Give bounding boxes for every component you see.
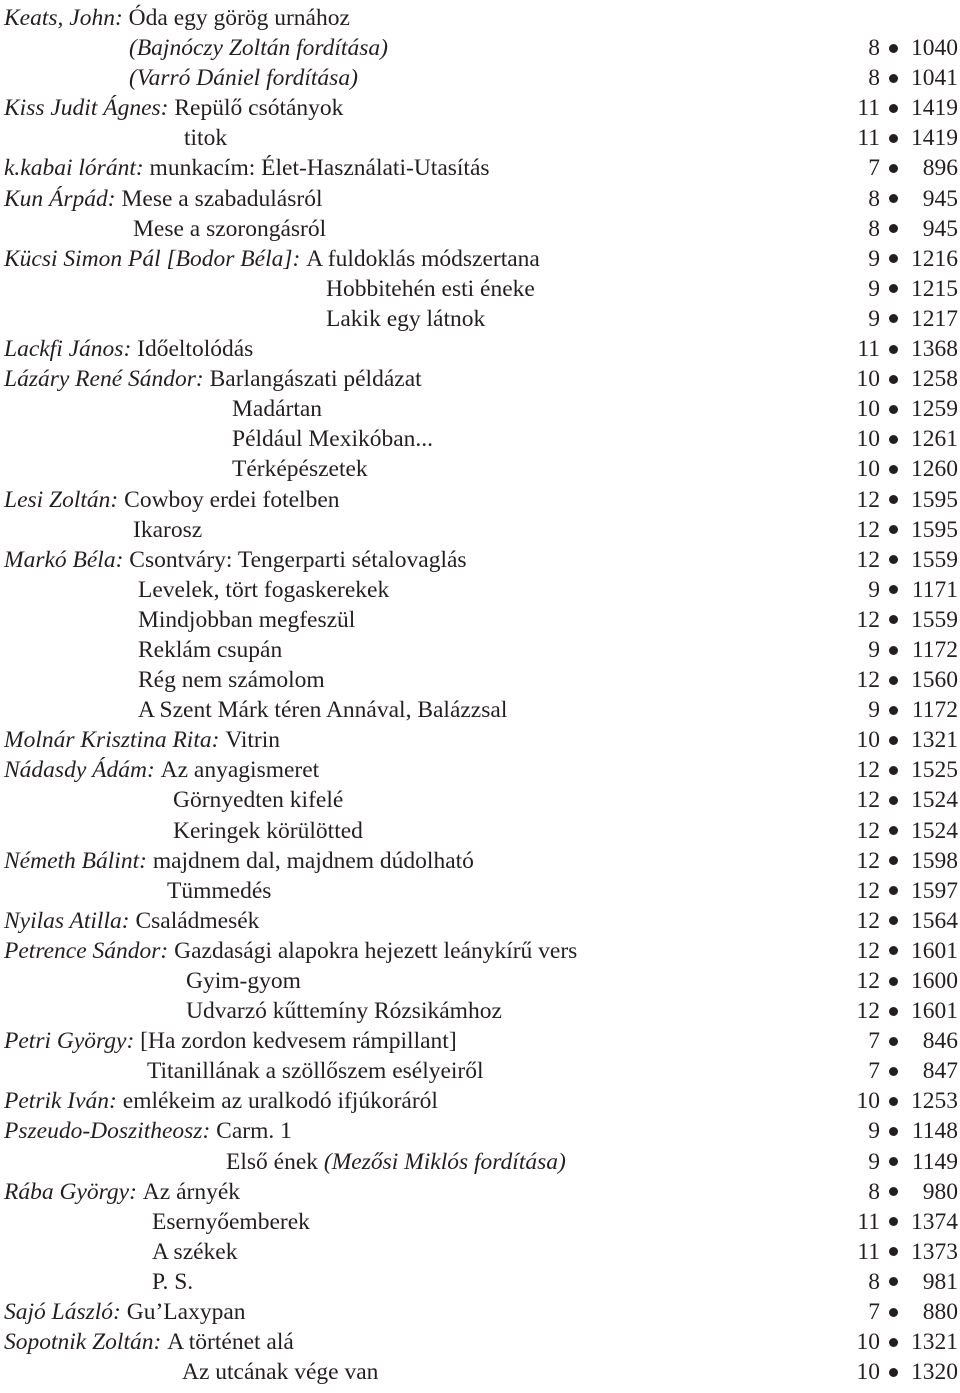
bullet-icon (889, 1247, 898, 1256)
entry-title: Tümmedés (167, 877, 272, 904)
entry-author: Kun Árpád: (4, 185, 122, 212)
index-entry (4, 966, 958, 996)
entry-page: 1560 (911, 667, 958, 694)
entry-author: Sopotnik Zoltán: (4, 1329, 168, 1356)
entry-issue: 10 (856, 1088, 880, 1115)
entry-title: Mese a szabadulásról (121, 185, 323, 212)
entry-page: 1148 (911, 1118, 958, 1145)
entry-page: 945 (922, 185, 958, 212)
entry-page: 1601 (911, 937, 958, 964)
bullet-icon (889, 435, 898, 444)
index-entry (4, 93, 958, 123)
bullet-icon (889, 1217, 898, 1226)
entry-page: 1260 (911, 456, 958, 483)
entry-title: Görnyedten kifelé (173, 787, 344, 814)
entry-issue: 12 (856, 877, 880, 904)
bullet-icon (889, 977, 898, 986)
entry-title: Carm. 1 (216, 1118, 292, 1145)
entry-title: Vitrin (225, 727, 281, 754)
entry-issue: 9 (868, 1118, 880, 1145)
entry-reference (840, 635, 958, 665)
entry-author: Petrik Iván: (4, 1088, 123, 1115)
entry-reference (840, 304, 958, 334)
bullet-icon (889, 1338, 898, 1347)
index-entry (4, 755, 958, 785)
index-entry (4, 1297, 958, 1327)
index-entry (4, 515, 958, 545)
entry-reference (840, 1267, 958, 1297)
entry-author: Kiss Judit Ágnes: (4, 95, 175, 122)
entry-issue: 8 (868, 35, 880, 62)
entry-title: Rég nem számolom (138, 667, 325, 694)
entry-reference (840, 424, 958, 454)
entry-reference (840, 876, 958, 906)
entry-title: Első ének (226, 1148, 324, 1175)
entry-title: Titanillának a szöllőszem esélyeiről (147, 1058, 484, 1085)
entry-reference (840, 665, 958, 695)
entry-issue: 11 (857, 1208, 880, 1235)
entry-author: Lackfi János: (4, 336, 138, 363)
entry-reference (840, 785, 958, 815)
index-entry (4, 1056, 958, 1086)
bullet-icon (889, 1097, 898, 1106)
entry-page: 1321 (911, 727, 958, 754)
entry-title: Az árnyék (142, 1178, 241, 1205)
entry-title-suffix: (Mezősi Miklós fordítása) (323, 1148, 566, 1175)
entry-page: 1564 (911, 907, 958, 934)
entry-page: 1215 (911, 275, 958, 302)
bullet-icon (889, 104, 898, 113)
entry-page: 1040 (911, 35, 958, 62)
index-entry (4, 906, 958, 936)
entry-issue: 11 (857, 1238, 880, 1265)
entry-page: 846 (922, 1028, 958, 1055)
entry-reference (840, 515, 958, 545)
entry-title: Keringek körülötted (173, 817, 363, 844)
bullet-icon (889, 224, 898, 233)
index-entry (4, 123, 958, 153)
entry-reference (840, 1086, 958, 1116)
bullet-icon (889, 946, 898, 955)
bullet-icon (889, 1127, 898, 1136)
entry-page: 1373 (911, 1238, 958, 1265)
entry-issue: 12 (856, 486, 880, 513)
entry-author: k.kabai lóránt: (4, 155, 150, 182)
entry-issue: 11 (857, 95, 880, 122)
bullet-icon (889, 134, 898, 143)
index-entry (4, 996, 958, 1026)
entry-page: 945 (922, 215, 958, 242)
index-entry (4, 485, 958, 515)
index-entry (4, 1327, 958, 1357)
entry-title: Családmesék (135, 907, 260, 934)
entry-reference (840, 575, 958, 605)
entry-title: Térképészetek (232, 456, 368, 483)
entry-title: A történet alá (167, 1329, 294, 1356)
index-entry (4, 665, 958, 695)
entry-page: 847 (922, 1058, 958, 1085)
entry-page: 1321 (911, 1329, 958, 1356)
bullet-icon (889, 164, 898, 173)
entry-issue: 12 (856, 787, 880, 814)
entry-page: 1524 (911, 817, 958, 844)
entry-issue: 10 (856, 727, 880, 754)
entry-title: titok (184, 125, 228, 152)
entry-issue: 9 (868, 576, 880, 603)
entry-issue: 9 (868, 245, 880, 272)
entry-title: emlékeim az uralkodó ifjúkoráról (122, 1088, 438, 1115)
entry-reference (840, 244, 958, 274)
entry-issue: 8 (868, 1178, 880, 1205)
entry-reference (840, 93, 958, 123)
index-entry (4, 394, 958, 424)
entry-issue: 12 (856, 998, 880, 1025)
index-entry (4, 1026, 958, 1056)
index-entry (4, 575, 958, 605)
index-entry (4, 364, 958, 394)
entry-title: Esernyőemberek (152, 1208, 310, 1235)
entry-title: Barlangászati példázat (209, 366, 422, 393)
index-entry (4, 334, 958, 364)
entry-title: Cowboy erdei fotelben (124, 486, 340, 513)
entry-issue: 12 (856, 757, 880, 784)
entry-title: Csontváry: Tengerparti sétalovaglás (129, 546, 467, 573)
entry-page: 1601 (911, 998, 958, 1025)
entry-reference (840, 485, 958, 515)
entry-title: Udvarzó kűttemíny Rózsikámhoz (186, 998, 502, 1025)
entry-page: 980 (922, 1178, 958, 1205)
entry-issue: 11 (857, 336, 880, 363)
index-entry (4, 424, 958, 454)
index-entry (4, 184, 958, 214)
bullet-icon (889, 254, 898, 263)
index-entry (4, 3, 958, 33)
entry-reference (840, 394, 958, 424)
index-entry (4, 153, 958, 183)
entry-reference (840, 906, 958, 936)
bullet-icon (889, 706, 898, 715)
entry-reference (840, 123, 958, 153)
entry-title: Mindjobban megfeszül (138, 606, 356, 633)
entry-page: 1172 (911, 636, 958, 663)
entry-author: Nádasdy Ádám: (4, 757, 161, 784)
index-entry (4, 274, 958, 304)
bullet-icon (889, 585, 898, 594)
entry-issue: 8 (868, 185, 880, 212)
index-entry (4, 304, 958, 334)
entry-title: Időeltolódás (137, 336, 254, 363)
bullet-icon (889, 345, 898, 354)
entry-title: P. S. (152, 1268, 194, 1295)
bullet-icon (889, 555, 898, 564)
entry-author: Nyilas Atilla: (4, 907, 136, 934)
entry-reference (840, 274, 958, 304)
index-entry (4, 1177, 958, 1207)
entry-author: Petrence Sándor: (4, 937, 175, 964)
entry-issue: 12 (856, 546, 880, 573)
index-entry (4, 1357, 958, 1387)
bullet-icon (889, 916, 898, 925)
entry-issue: 10 (856, 1359, 880, 1386)
entry-author: Molnár Krisztina Rita: (4, 727, 226, 754)
entry-title: Az utcának vége van (182, 1359, 379, 1386)
bullet-icon (889, 826, 898, 835)
entry-reference (840, 33, 958, 63)
entry-author: Rába György: (4, 1178, 143, 1205)
entry-issue: 11 (857, 125, 880, 152)
entry-reference (840, 454, 958, 484)
entry-issue: 7 (868, 1028, 880, 1055)
bullet-icon (889, 1308, 898, 1317)
entry-title: Reklám csupán (138, 636, 283, 663)
index-entry (4, 244, 958, 274)
bullet-icon (889, 796, 898, 805)
entry-reference (840, 725, 958, 755)
entry-reference (840, 1177, 958, 1207)
entry-issue: 10 (856, 426, 880, 453)
bullet-icon (889, 495, 898, 504)
index-entry (4, 1116, 958, 1146)
entry-page: 1253 (911, 1088, 958, 1115)
entry-reference (840, 334, 958, 364)
entry-reference (840, 846, 958, 876)
entry-title: majdnem dal, majdnem dúdolható (152, 847, 474, 874)
entry-title: munkacím: Élet-Használati-Utasítás (149, 155, 490, 182)
bullet-icon (889, 1277, 898, 1286)
index-entry (4, 936, 958, 966)
entry-title: [Ha zordon kedvesem rámpillant] (140, 1028, 457, 1055)
bullet-icon (889, 615, 898, 624)
entry-title: Madártan (232, 396, 323, 423)
entry-title: Hobbitehén esti éneke (326, 275, 535, 302)
bullet-icon (889, 766, 898, 775)
entry-reference (840, 996, 958, 1026)
entry-page: 1419 (911, 125, 958, 152)
entry-page: 1261 (911, 426, 958, 453)
entry-issue: 8 (868, 1268, 880, 1295)
entry-page: 1559 (911, 546, 958, 573)
bullet-icon (889, 676, 898, 685)
entry-reference (840, 184, 958, 214)
entry-reference (840, 1026, 958, 1056)
entry-author: Keats, John: (4, 5, 129, 31)
entry-page: 1374 (911, 1208, 958, 1235)
entry-issue: 12 (856, 968, 880, 994)
entry-page: 1600 (911, 968, 958, 994)
entry-issue: 10 (856, 456, 880, 483)
entry-issue: 12 (856, 667, 880, 694)
bullet-icon (889, 314, 898, 323)
entry-issue: 9 (868, 636, 880, 663)
entry-title: Gyim-gyom (186, 968, 301, 994)
entry-issue: 12 (856, 907, 880, 934)
bullet-icon (889, 1067, 898, 1076)
index-entry (4, 635, 958, 665)
entry-page: 1559 (911, 606, 958, 633)
index-entry (4, 695, 958, 725)
bullet-icon (889, 44, 898, 53)
index-entry (4, 33, 958, 63)
entry-reference (840, 1357, 958, 1387)
entry-page: 1320 (911, 1359, 958, 1386)
entry-issue: 12 (856, 516, 880, 543)
entry-page: 1259 (911, 396, 958, 423)
entry-author: Sajó László: (4, 1299, 127, 1326)
bullet-icon (889, 194, 898, 203)
entry-issue: 7 (868, 1299, 880, 1326)
entry-author: Kücsi Simon Pál [Bodor Béla]: (4, 245, 307, 272)
entry-issue: 12 (856, 817, 880, 844)
entry-page: 1258 (911, 366, 958, 393)
entry-reference (840, 545, 958, 575)
entry-reference (840, 936, 958, 966)
entry-reference (840, 1327, 958, 1357)
entry-title: (Bajnóczy Zoltán fordítása) (129, 35, 388, 62)
index-entry (4, 454, 958, 484)
entry-title: A székek (152, 1238, 238, 1265)
entry-title: A fuldoklás módszertana (306, 245, 540, 272)
entry-issue: 9 (868, 1148, 880, 1175)
entry-page: 1216 (911, 245, 958, 272)
entry-issue: 12 (856, 847, 880, 874)
entry-reference (840, 1237, 958, 1267)
index-entry (4, 1237, 958, 1267)
entry-author: Petri György: (4, 1028, 141, 1055)
entry-reference (840, 755, 958, 785)
bullet-icon (889, 1368, 898, 1377)
entry-page: 1598 (911, 847, 958, 874)
bullet-icon (889, 1187, 898, 1196)
entry-page: 1595 (911, 516, 958, 543)
entry-page: 981 (922, 1268, 958, 1295)
bullet-icon (889, 74, 898, 83)
entry-page: 1171 (911, 576, 958, 603)
entry-issue: 9 (868, 697, 880, 724)
entry-issue: 8 (868, 65, 880, 92)
entry-title: Az anyagismeret (160, 757, 320, 784)
entry-page: 1595 (911, 486, 958, 513)
entry-page: 1597 (911, 877, 958, 904)
bullet-icon (889, 886, 898, 895)
entry-title: Gazdasági alapokra hejezett leánykírű vers (174, 937, 578, 964)
bullet-icon (889, 405, 898, 414)
entry-page: 1524 (911, 787, 958, 814)
entry-reference (840, 1207, 958, 1237)
entry-page: 880 (922, 1299, 958, 1326)
index-list (4, 3, 958, 1387)
bullet-icon (889, 1157, 898, 1166)
index-entry (4, 214, 958, 244)
entry-issue: 7 (868, 1058, 880, 1085)
index-entry (4, 846, 958, 876)
bullet-icon (889, 525, 898, 534)
entry-reference (840, 816, 958, 846)
entry-title: Lakik egy látnok (326, 305, 486, 332)
entry-title: Ikarosz (133, 516, 203, 543)
entry-reference (840, 695, 958, 725)
index-entry (4, 1086, 958, 1116)
entry-issue: 10 (856, 1329, 880, 1356)
index-entry (4, 605, 958, 635)
index-entry (4, 1267, 958, 1297)
bullet-icon (889, 375, 898, 384)
entry-reference (840, 214, 958, 244)
entry-reference (840, 605, 958, 635)
entry-title: A Szent Márk téren Annával, Balázzsal (138, 697, 508, 724)
entry-reference (840, 364, 958, 394)
index-entry (4, 545, 958, 575)
bullet-icon (889, 646, 898, 655)
entry-title: Gu’Laxypan (126, 1299, 246, 1326)
entry-page: 896 (922, 155, 958, 182)
entry-page: 1525 (911, 757, 958, 784)
entry-reference (840, 1056, 958, 1086)
entry-title: Levelek, tört fogaskerekek (138, 576, 390, 603)
entry-page: 1368 (911, 336, 958, 363)
bullet-icon (889, 465, 898, 474)
entry-issue: 7 (868, 155, 880, 182)
bullet-icon (889, 1037, 898, 1046)
entry-issue: 8 (868, 215, 880, 242)
entry-title: Például Mexikóban... (232, 426, 434, 453)
entry-title: Mese a szorongásról (133, 215, 327, 242)
index-entry (4, 1207, 958, 1237)
entry-page: 1172 (911, 697, 958, 724)
entry-title: (Varró Dániel fordítása) (129, 65, 358, 92)
entry-issue: 12 (856, 937, 880, 964)
entry-title: Óda egy görög urnához (128, 5, 350, 31)
bullet-icon (889, 736, 898, 745)
entry-reference (840, 1297, 958, 1327)
entry-reference (840, 1147, 958, 1177)
bullet-icon (889, 856, 898, 865)
entry-title: Repülő csótányok (174, 95, 344, 122)
entry-issue: 10 (856, 366, 880, 393)
index-entry (4, 725, 958, 755)
entry-reference (840, 153, 958, 183)
entry-author: Pszeudo-Doszitheosz: (4, 1118, 217, 1145)
entry-author: Markó Béla: (4, 546, 130, 573)
entry-issue: 9 (868, 305, 880, 332)
entry-author: Lesi Zoltán: (4, 486, 125, 513)
entry-reference (840, 1116, 958, 1146)
bullet-icon (889, 1007, 898, 1016)
index-entry (4, 876, 958, 906)
bullet-icon (889, 284, 898, 293)
entry-issue: 12 (856, 606, 880, 633)
index-entry (4, 63, 958, 93)
entry-page: 1419 (911, 95, 958, 122)
index-entry (4, 785, 958, 815)
entry-issue: 10 (856, 396, 880, 423)
entry-page: 1149 (911, 1148, 958, 1175)
entry-author: Németh Bálint: (4, 847, 153, 874)
entry-page: 1041 (911, 65, 958, 92)
entry-issue: 9 (868, 275, 880, 302)
entry-reference (840, 966, 958, 996)
entry-author: Lázáry René Sándor: (4, 366, 210, 393)
entry-page: 1217 (911, 305, 958, 332)
entry-reference (840, 63, 958, 93)
index-entry (4, 1147, 958, 1177)
index-entry (4, 816, 958, 846)
